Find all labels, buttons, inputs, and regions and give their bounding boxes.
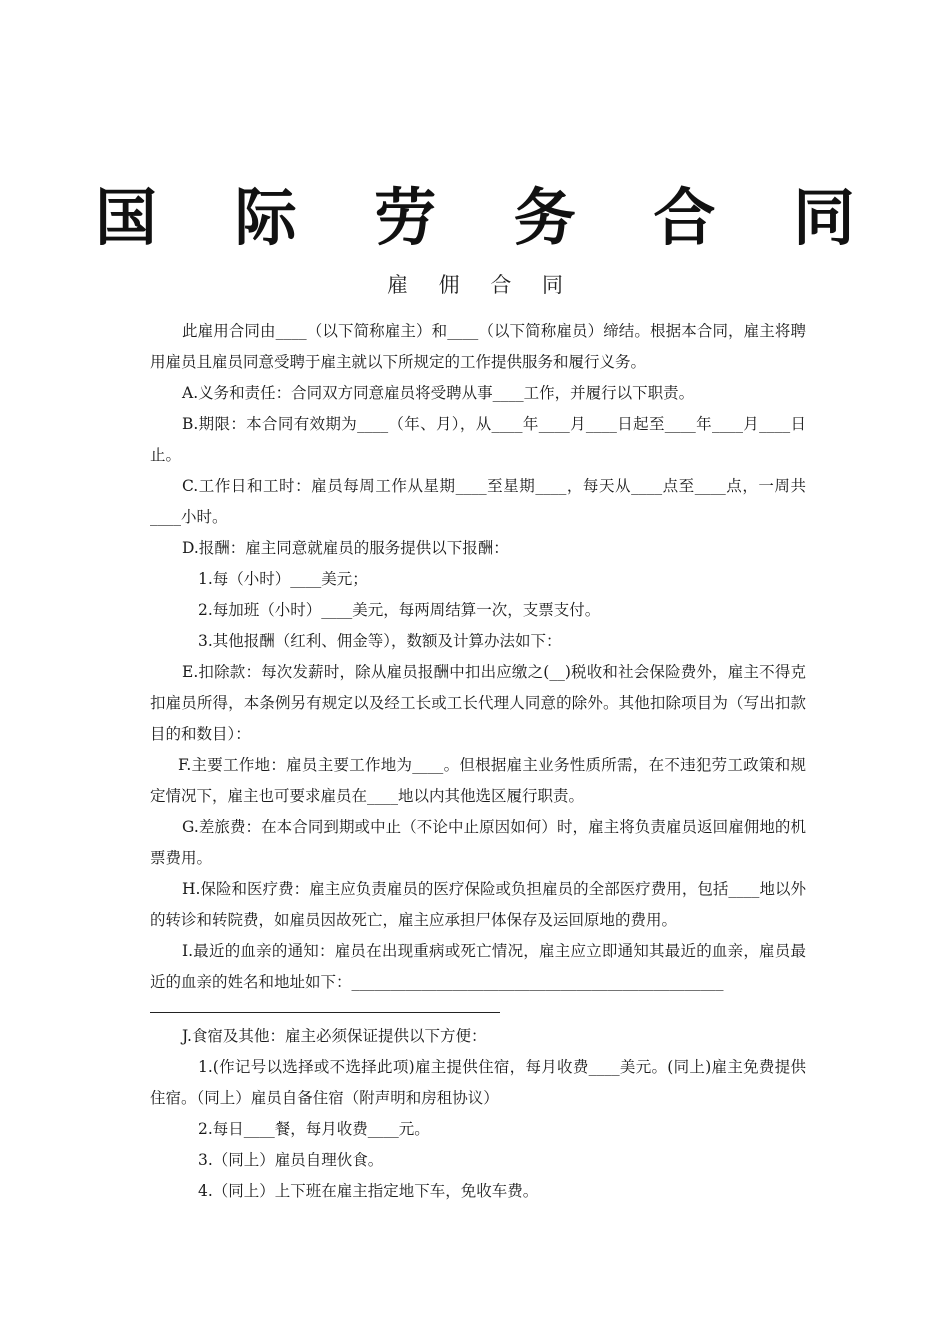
- document-subtitle: 雇 佣 合 同: [386, 273, 576, 297]
- clause-a: A.义务和责任：合同双方同意雇员将受聘从事____工作，并履行以下职责。: [182, 384, 695, 402]
- clause-g: G.差旅费：在本合同到期或中止（不论中止原因如何）时，雇主将负责雇员返回雇佣地的机票费用。: [150, 818, 806, 867]
- next-of-kin-blank-line: [150, 998, 500, 1013]
- clause-d-item-3: 3.其他报酬（红利、佣金等），数额及计算办法如下：: [198, 632, 562, 650]
- intro-paragraph: 此雇用合同由____（以下简称雇主）和____（以下简称雇员）缔结。根据本合同，雇主将聘用雇员且雇员同意受聘于雇主就以下所规定的工作提供服务和履行义务。: [150, 322, 806, 371]
- clause-e: E.扣除款：每次发薪时，除从雇员报酬中扣出应缴之(__)税收和社会保险费外，雇主不得克扣雇员所得，本条例另有规定以及经工长或工长代理人同意的除外。其他扣除项目为（写出扣款目的和数目）：: [150, 663, 806, 743]
- clause-b: B.期限：本合同有效期为____（年、月），从____年____月____日起至____年____月____日止。: [150, 415, 806, 464]
- clause-d-item-2: 2.每加班（小时）____美元，每两周结算一次，支票支付。: [198, 601, 601, 619]
- clause-j: J.食宿及其他：雇主必须保证提供以下方便：: [182, 1027, 487, 1045]
- clause-j-item-1: 1.(作记号以选择或不选择此项)雇主提供住宿，每月收费____美元。(同上)雇主免费提供住宿。（同上）雇员自备住宿（附声明和房租协议）: [150, 1058, 806, 1107]
- clause-c: C.工作日和工时：雇员每周工作从星期____至星期____，每天从____点至____点，一周共____小时。: [150, 477, 806, 526]
- clause-h: H.保险和医疗费：雇主应负责雇员的医疗保险或负担雇员的全部医疗费用，包括____地以外的转诊和转院费，如雇员因故死亡，雇主应承担尸体保存及运回原地的费用。: [150, 880, 806, 929]
- clause-d: D.报酬：雇主同意就雇员的服务提供以下报酬：: [182, 539, 509, 557]
- clause-j-item-4: 4.（同上）上下班在雇主指定地下车，免收车费。: [198, 1182, 539, 1200]
- clause-j-item-3: 3.（同上）雇员自理伙食。: [198, 1151, 384, 1169]
- document-title: 国 际 劳 务 合 同: [95, 181, 883, 254]
- clause-j-item-2: 2.每日____餐，每月收费____元。: [198, 1120, 430, 1138]
- clause-f: F.主要工作地：雇员主要工作地为____。但根据雇主业务性质所需，在不违犯劳工政策和规定情况下，雇主也可要求雇员在____地以内其他选区履行职责。: [150, 756, 806, 805]
- clause-i: I.最近的血亲的通知：雇员在出现重病或死亡情况，雇主应立即通知其最近的血亲，雇员最近的血亲的姓名和地址如下：________________________________________________: [150, 942, 806, 991]
- contract-body: [150, 316, 806, 1207]
- clause-d-item-1: 1.每（小时）____美元；: [198, 570, 368, 588]
